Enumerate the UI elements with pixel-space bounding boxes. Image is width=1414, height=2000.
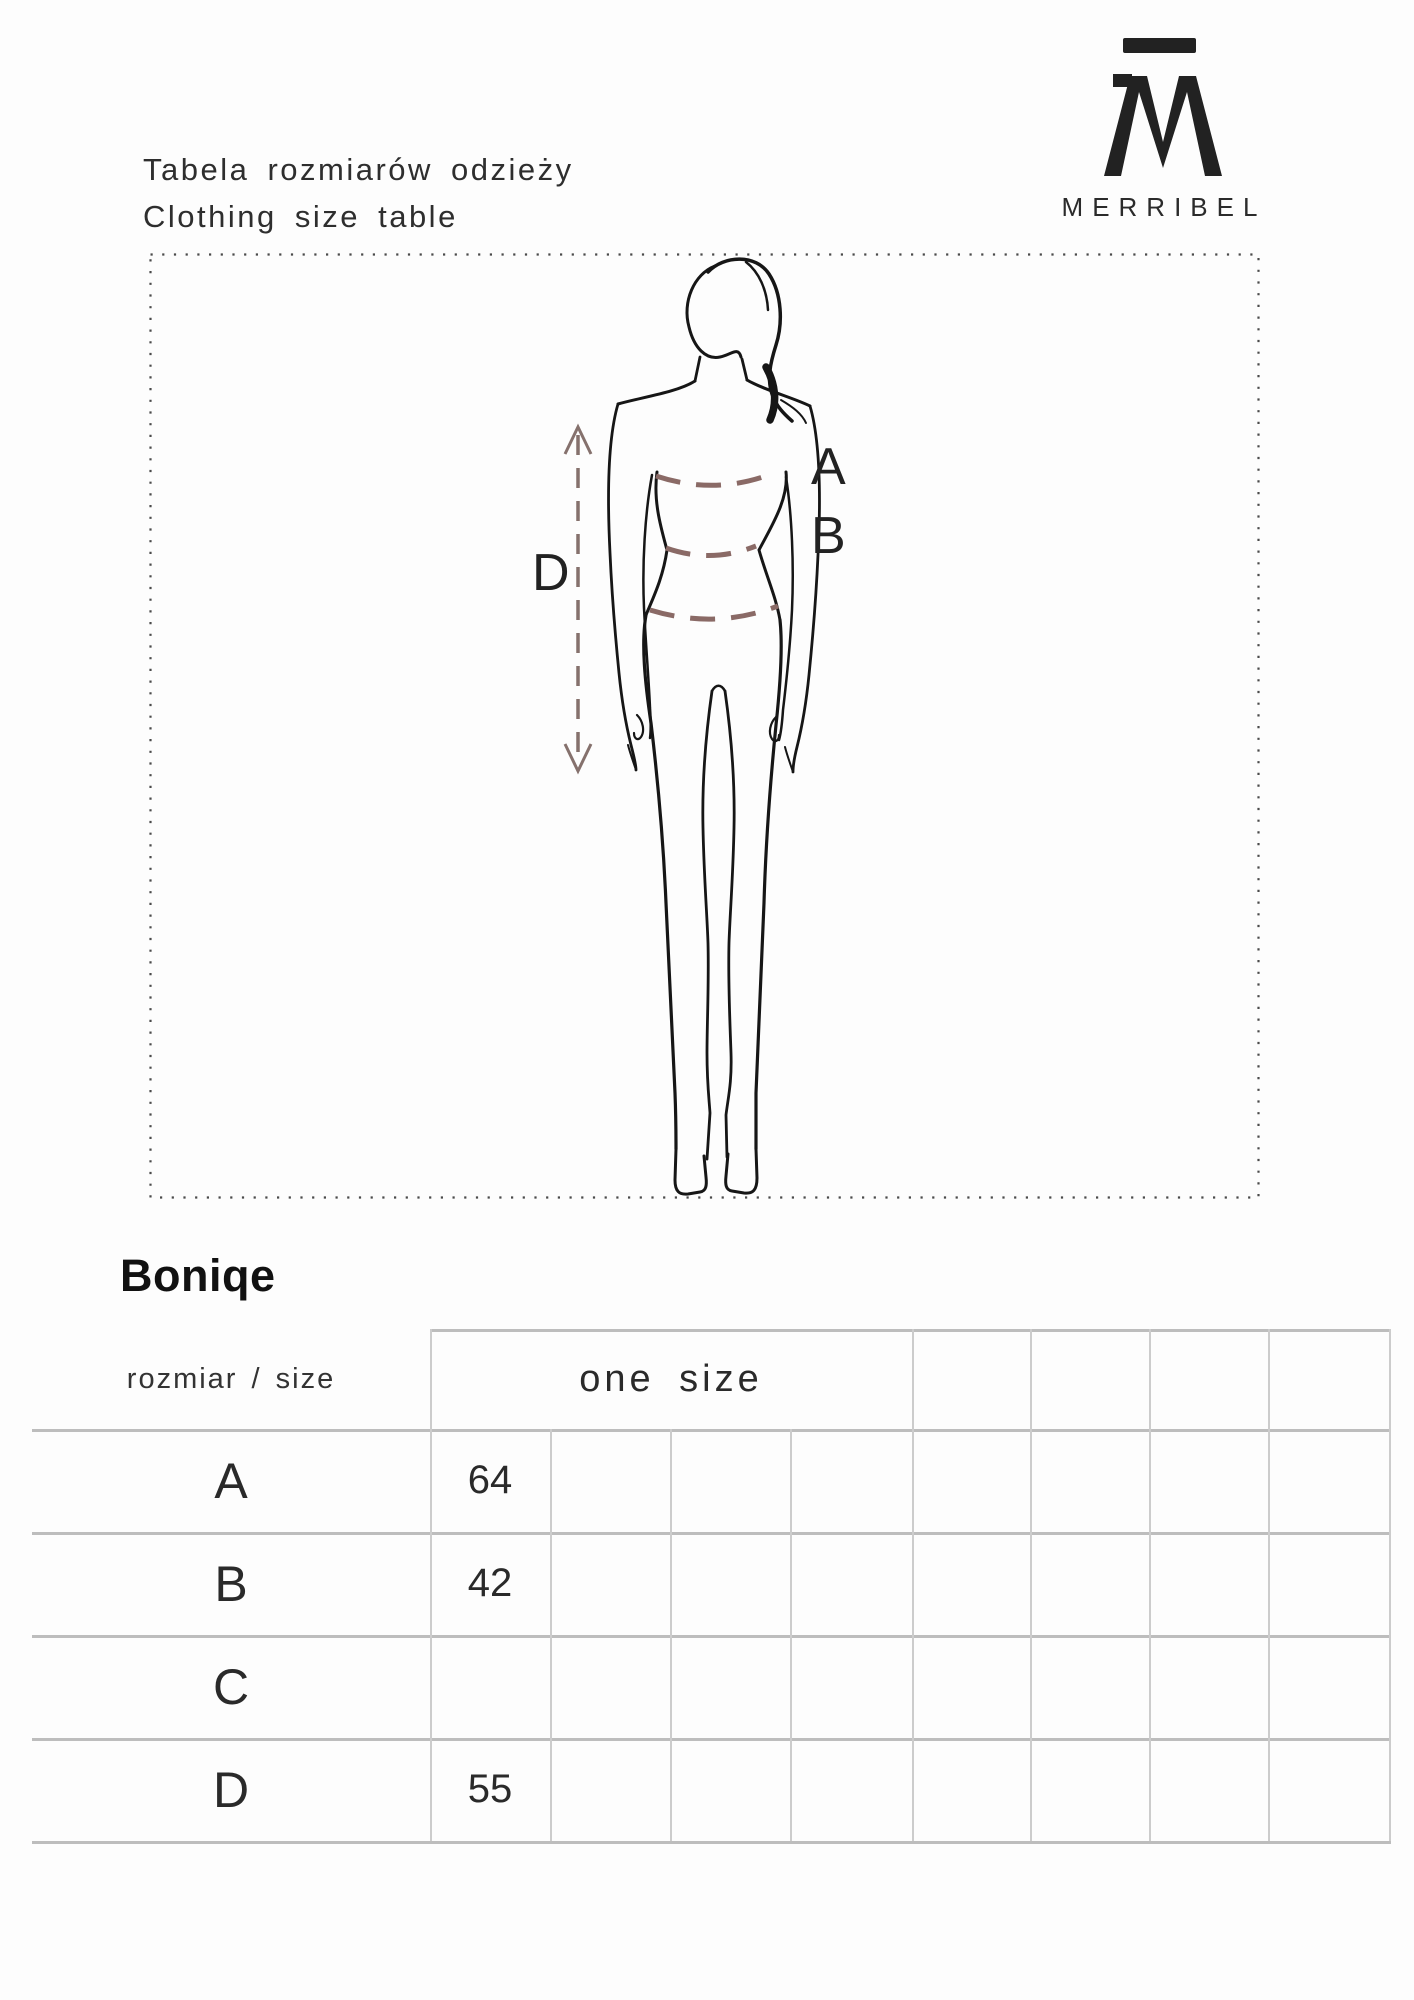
grid-line [550,1429,552,1841]
grid-line [1149,1329,1151,1429]
size-table [32,1329,1391,1844]
waist-dash-line [666,546,756,556]
page-title-en: Clothing size table [143,199,458,234]
size-diagram [149,253,1260,1200]
bust-dash-line [656,473,774,485]
grid-line [670,1429,672,1841]
table-row-label: C [212,1658,250,1715]
table-row-value: 64 [467,1458,513,1502]
grid-line [1389,1329,1391,1429]
grid-line [912,1429,914,1841]
figure-sketch [609,259,820,1194]
page-title [143,146,574,240]
label-waist: B [811,507,846,565]
table-row-value [430,1635,550,1738]
label-bust: A [811,438,846,496]
table-size-header: one size [579,1357,763,1400]
table-row-value: 42 [467,1561,513,1605]
grid-line [32,1841,1391,1844]
brand-wordmark: MERRIBEL [1061,192,1267,222]
grid-line [1030,1329,1032,1429]
grid-line [1268,1429,1270,1841]
logo-m-icon [1100,72,1226,180]
grid-line [1389,1429,1391,1841]
dotted-border [151,255,1259,1198]
grid-line [912,1329,914,1429]
table-row-value: 55 [467,1767,513,1811]
table-row-label: A [214,1452,248,1509]
grid-line [1268,1329,1270,1429]
hip-dash-line [650,606,778,619]
grid-line [1149,1429,1151,1841]
grid-line [790,1429,792,1841]
table-row-label: B [214,1555,248,1612]
label-height: D [532,544,570,602]
table-row-label: D [212,1761,250,1818]
table-corner-label: rozmiar / size [126,1362,336,1395]
face-outline [687,266,741,357]
logo-bar-icon [1123,38,1196,53]
page-title-pl: Tabela rozmiarów odzieży [143,152,574,187]
hair-outline [708,259,792,421]
grid-line [1030,1429,1032,1841]
product-title: Boniqe [120,1250,276,1301]
measurement-dash-lines [650,473,778,619]
